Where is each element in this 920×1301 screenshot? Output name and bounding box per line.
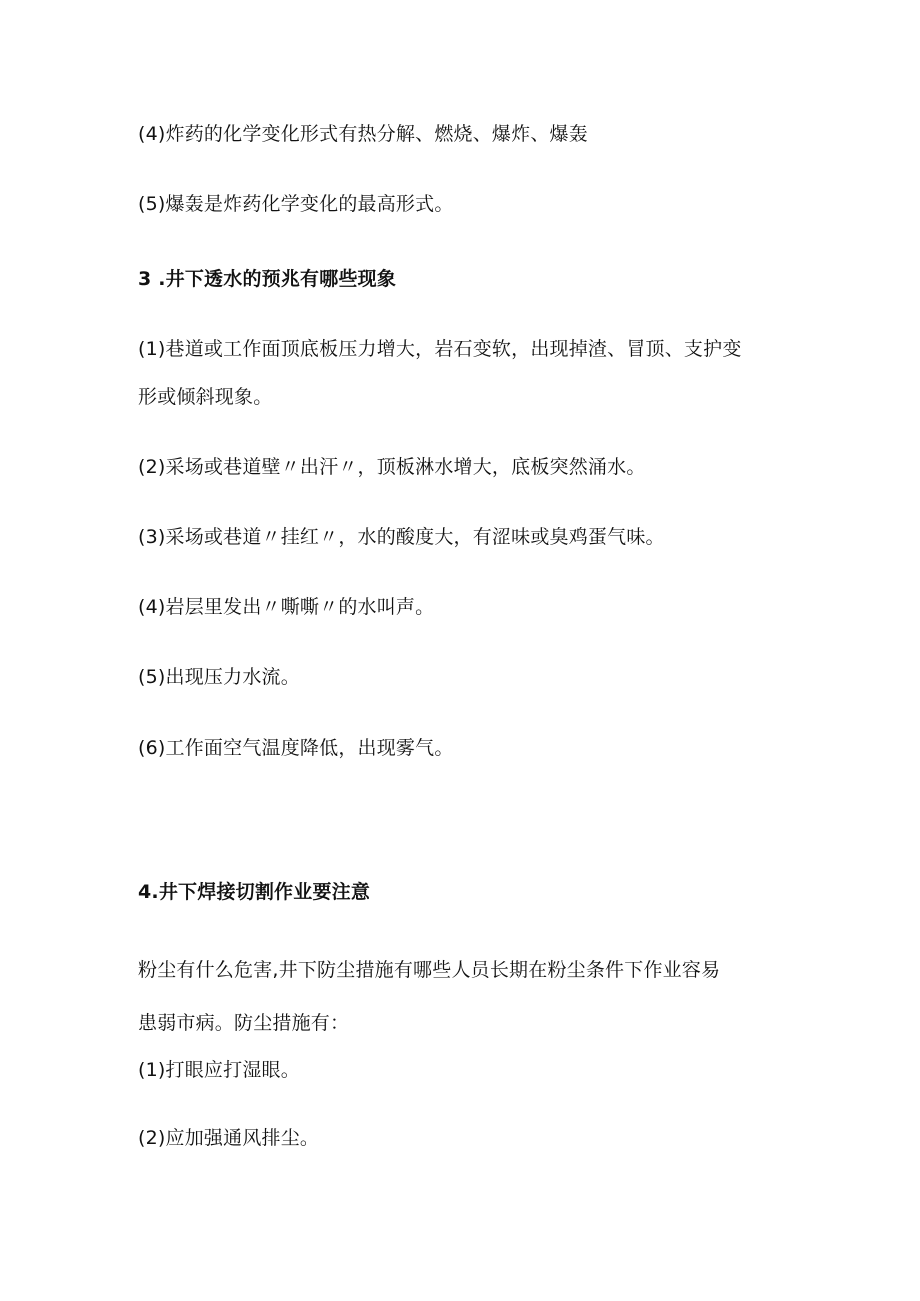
section-heading-3-water-inrush-signs: 3 .井下透水的预兆有哪些现象 [138,268,397,290]
text-line-5-detonation: (5)爆轰是炸药化学变化的最高形式。 [138,193,454,215]
text-line-2-ventilation: (2)应加强通风排尘。 [138,1127,320,1149]
text-line-1-roof-pressure: (1)巷道或工作面顶底板压力增大，岩石变软，出现掉渣、冒顶、支护变 [138,338,742,360]
text-line-dust-hazard: 粉尘有什么危害,井下防尘措施有哪些人员长期在粉尘条件下作业容易 [138,959,721,981]
text-line-3-red-stains: (3)采场或巷道〃挂红〃，水的酸度大，有涩味或臭鸡蛋气味。 [138,526,665,548]
text-line-5-pressure-water-flow: (5)出现压力水流。 [138,666,300,688]
text-line-2-wall-sweating: (2)采场或巷道壁〃出汗〃，顶板淋水增大，底板突然涌水。 [138,456,646,478]
text-line-1-continuation: 形或倾斜现象。 [138,386,273,408]
text-line-4-hissing-sound: (4)岩层里发出〃嘶嘶〃的水叫声。 [138,596,435,618]
text-line-6-fog: (6)工作面空气温度降低，出现雾气。 [138,737,454,759]
text-line-4-explosive-chemical-change: (4)炸药的化学变化形式有热分解、燃烧、爆炸、爆轰 [138,123,588,145]
section-heading-4-welding-cutting: 4.井下焊接切割作业要注意 [138,881,371,903]
text-line-dust-hazard-continuation: 患弱市病。防尘措施有： [138,1012,350,1034]
text-line-1-wet-drilling: (1)打眼应打湿眼。 [138,1059,300,1081]
